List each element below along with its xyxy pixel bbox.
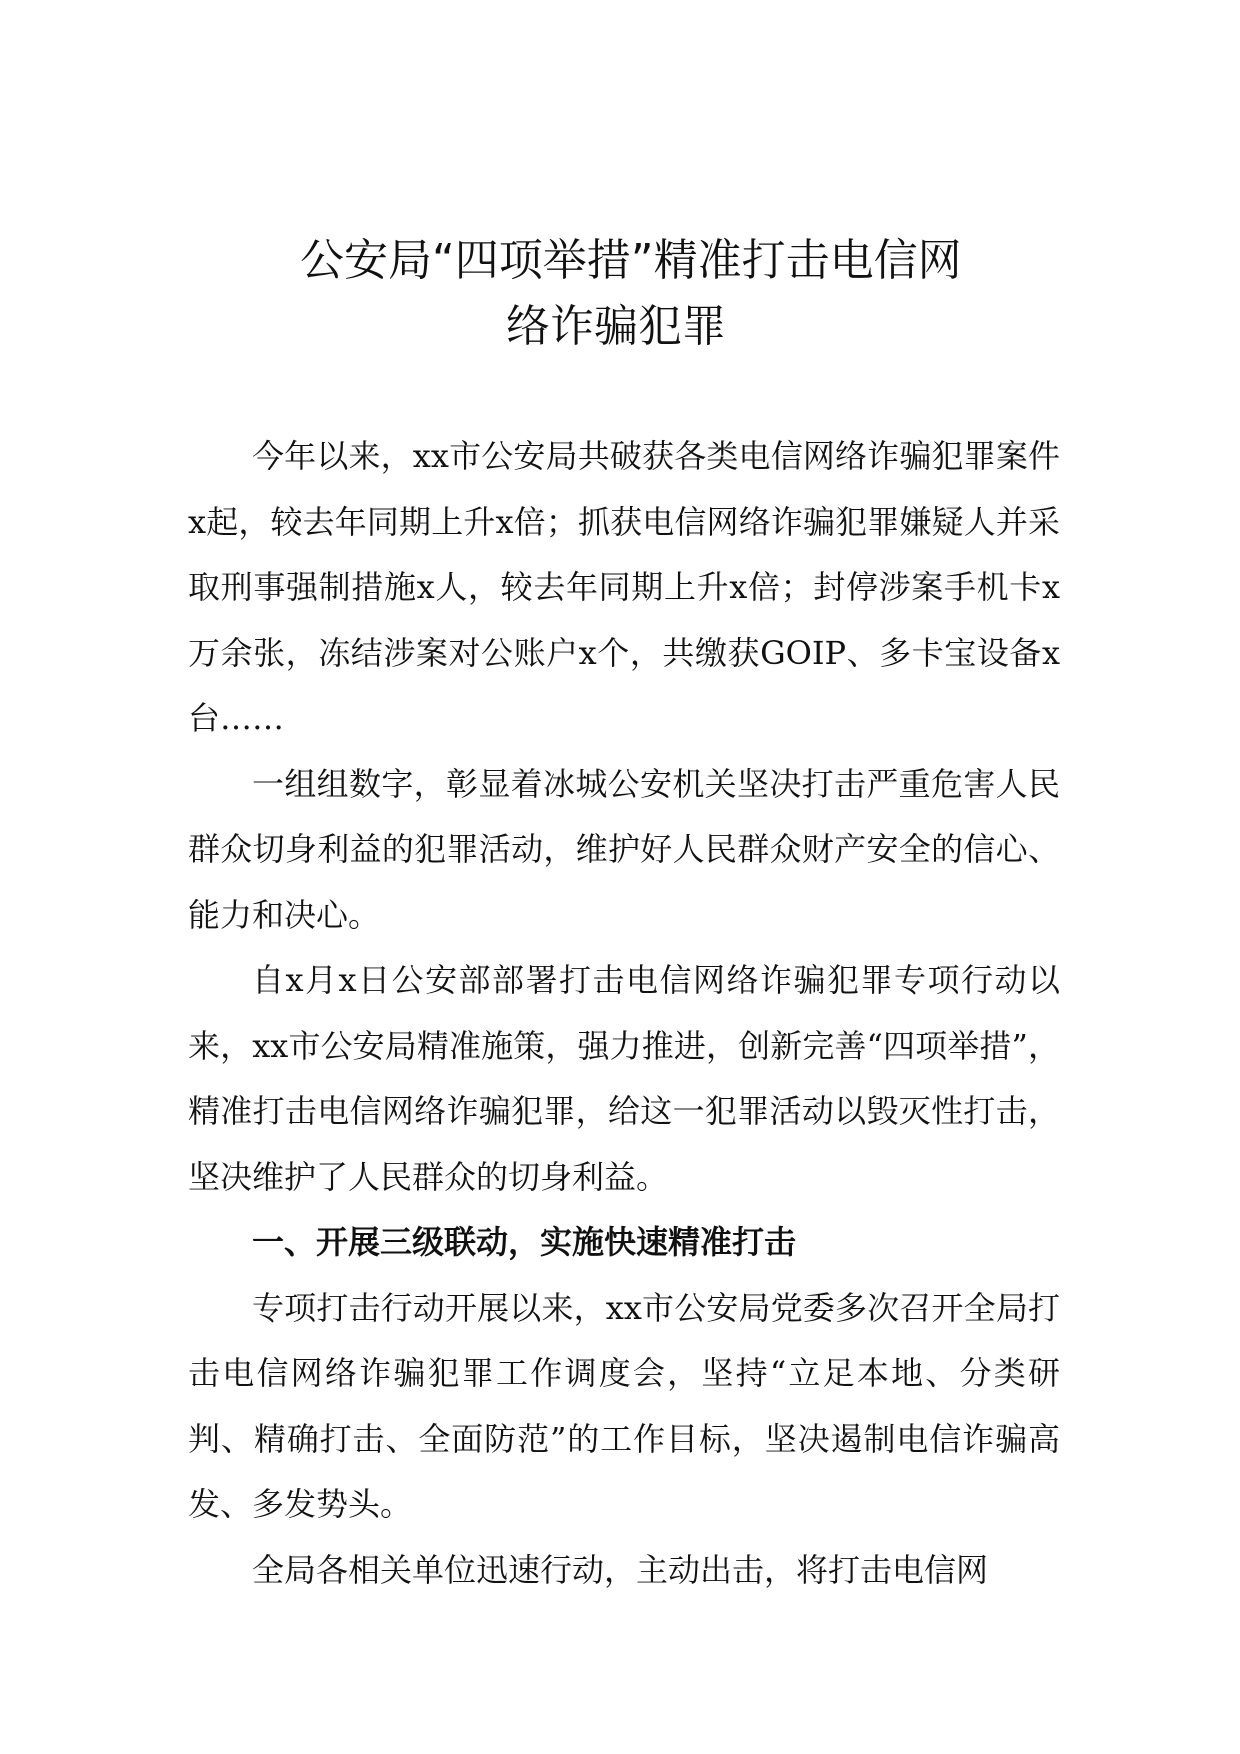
paragraph-statistics: 今年以来，xx市公安局共破获各类电信网络诈骗犯罪案件x起，较去年同期上升x倍；抓获电信网络诈骗犯罪嫌疑人并采取刑事强制措施x人，较去年同期上升x倍；封停涉案手机卡x万余张，冻结涉案对公账户x个，共缴获GOIP、多卡宝设备x台……	[188, 437, 1060, 737]
paragraph-campaign-intro: 自x月x日公安部部署打击电信网络诈骗犯罪专项行动以来，xx市公安局精准施策，强力推进，创新完善“四项举措”，精准打击电信网络诈骗犯罪，给这一犯罪活动以毁灭性打击，坚决维护了人民群众的切身利益。	[188, 961, 1060, 1196]
paragraph-section-1-continued: 全局各相关单位迅速行动，主动出击，将打击电信网	[252, 1550, 989, 1589]
section-heading-1: 一、开展三级联动，实施快速精准打击	[252, 1223, 797, 1261]
title-line-1: 公安局“四项举措”精准打击电信网	[300, 235, 962, 286]
paragraph-section-1: 专项打击行动开展以来，xx市公安局党委多次召开全局打击电信网络诈骗犯罪工作调度会，坚持“立足本地、分类研判、精确打击、全面防范”的工作目标，坚决遏制电信诈骗高发、多发势头。	[188, 1288, 1060, 1523]
title-line-2: 络诈骗犯罪	[506, 301, 726, 352]
document-body	[188, 424, 1060, 1603]
paragraph-significance: 一组组数字，彰显着冰城公安机关坚决打击严重危害人民群众切身利益的犯罪活动，维护好人民群众财产安全的信心、能力和决心。	[188, 764, 1060, 934]
document-title	[300, 228, 1060, 360]
